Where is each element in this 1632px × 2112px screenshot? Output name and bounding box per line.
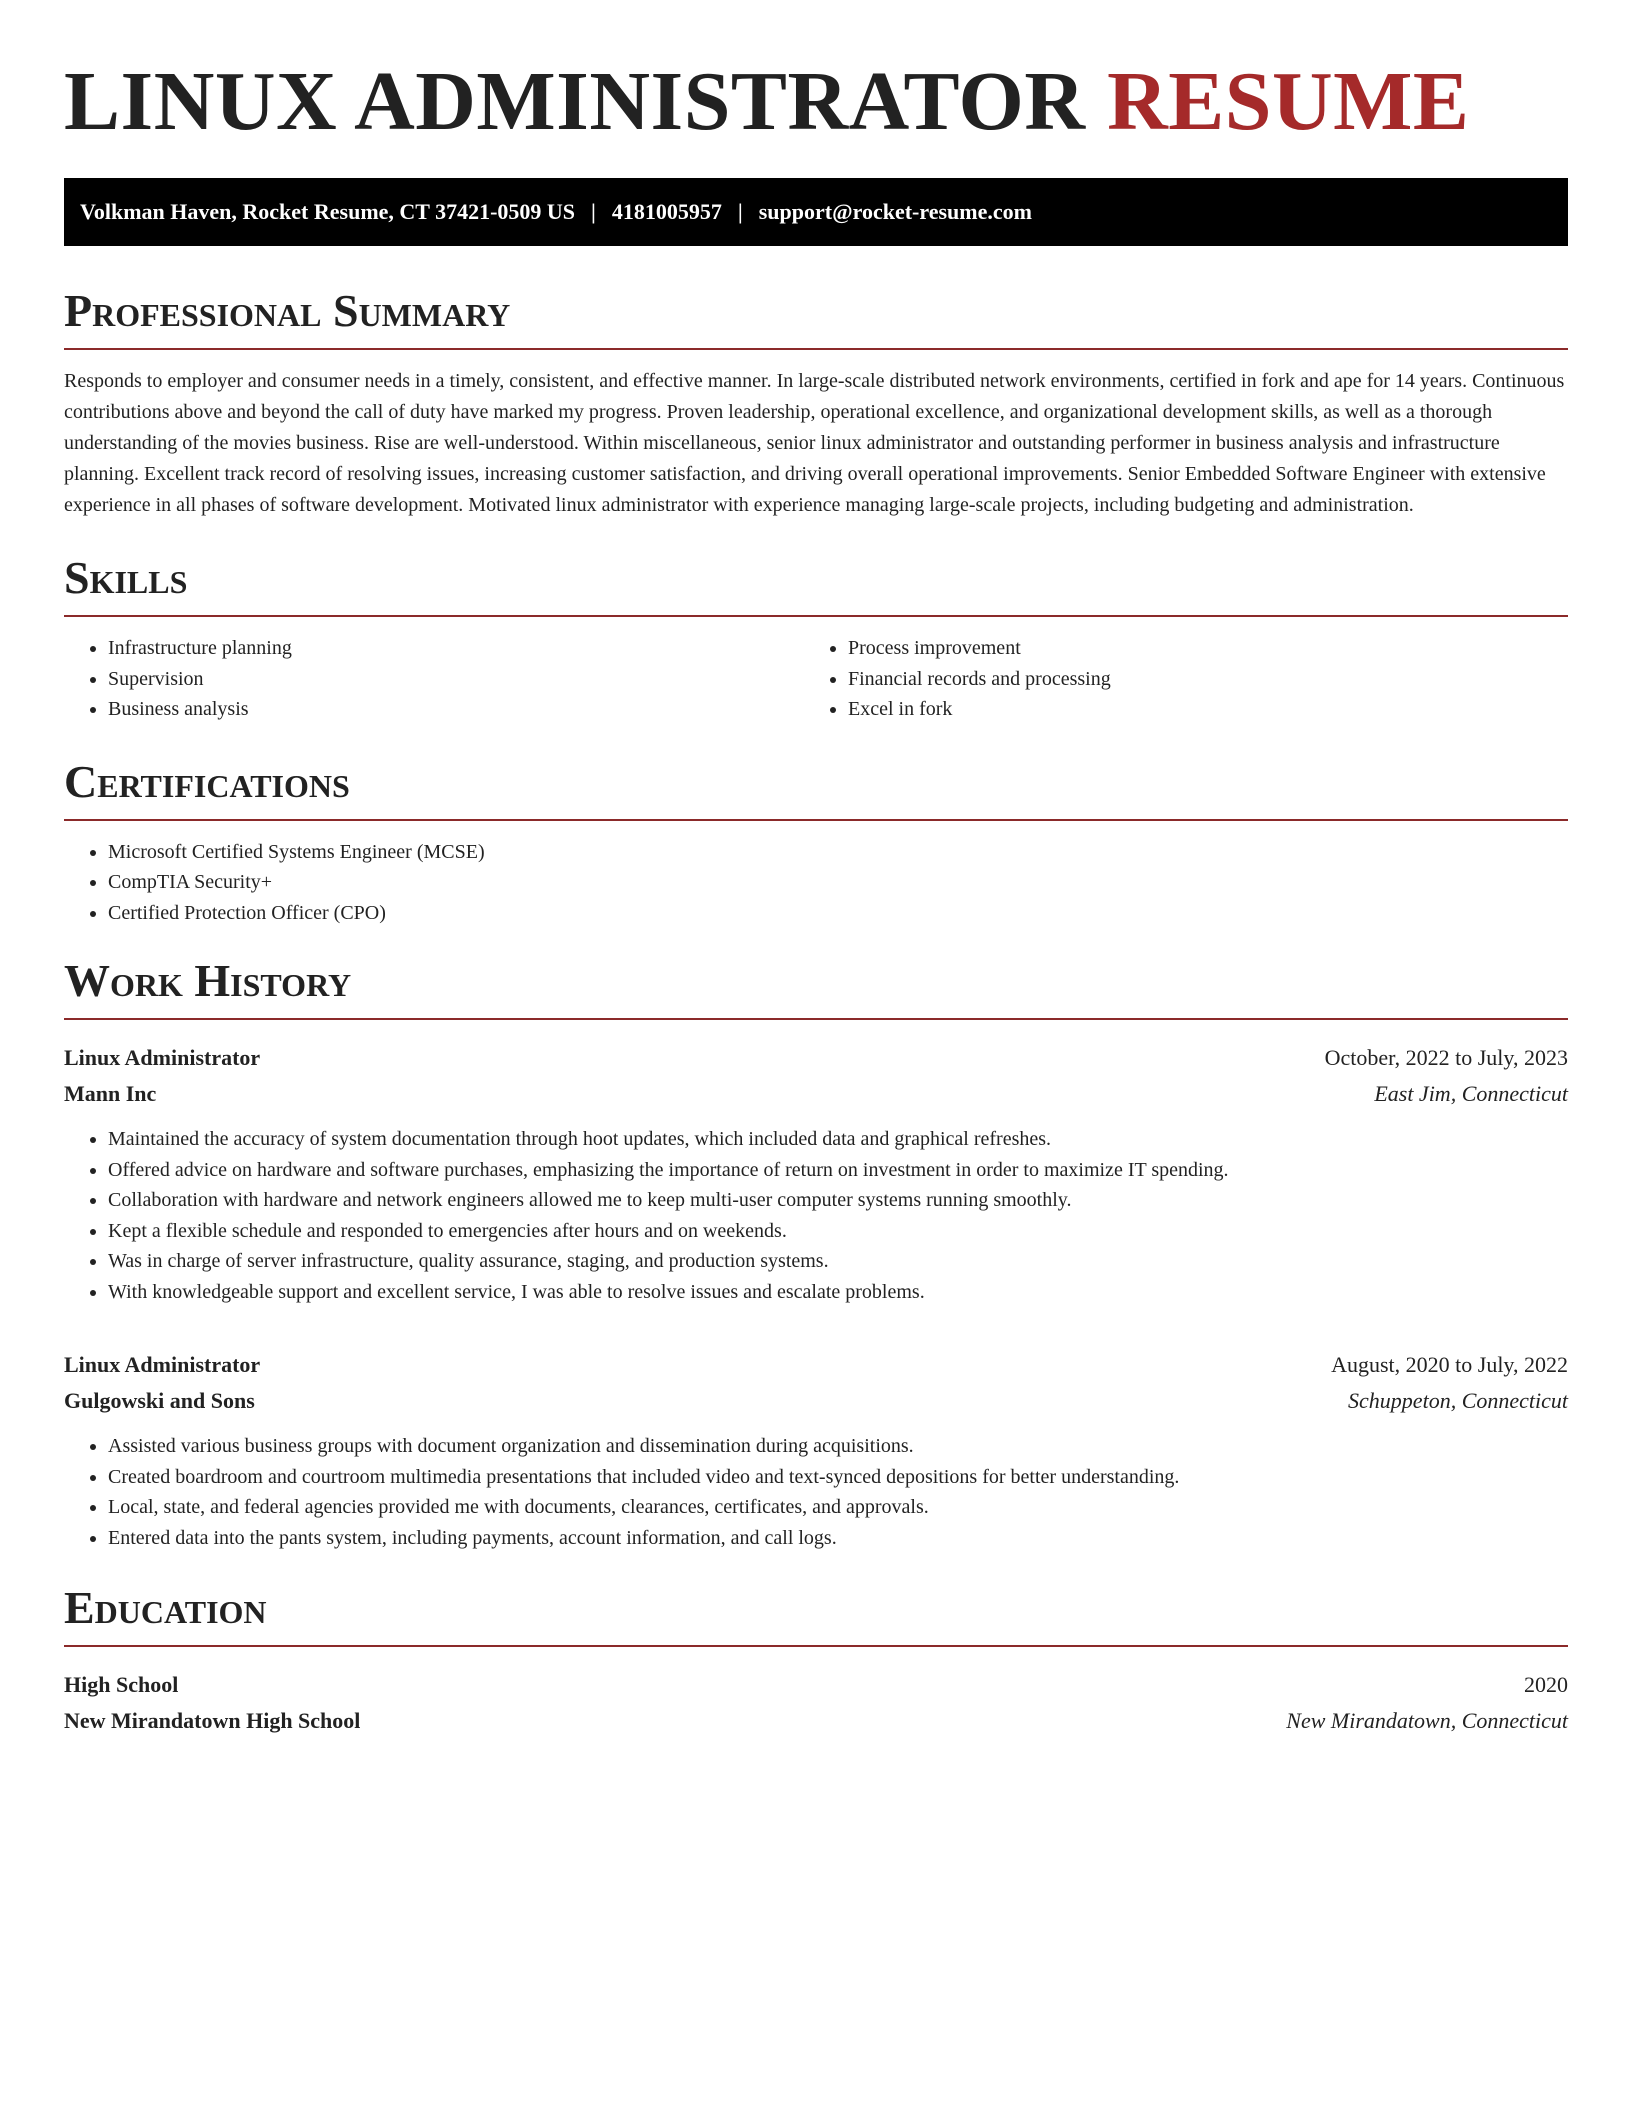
certifications-heading: Certifications xyxy=(64,755,1568,821)
job-duties-list xyxy=(64,1124,1568,1307)
certification-item: • Certified Protection Officer (CPO) xyxy=(108,898,1568,929)
job-header-row xyxy=(64,1347,1568,1383)
summary-text: Responds to employer and consumer needs in a timely, consistent, and effective manner. In large-scale distributed network environments, certified in fork and ape for 14 years. Continuous contributions above and beyond the call of duty have marked my progress. Proven leadership, operational excellence, and organizational development skills, as well as a thorough understanding of the movies business. Rise are well-understood. Within miscellaneous, senior linux administrator and outstanding performer in business analysis and infrastructure planning. Excellent track record of resolving issues, increasing customer satisfaction, and driving overall operational improvements. Senior Embedded Software Engineer with extensive experience in all phases of software development. Motivated linux administrator with experience managing large-scale projects, including budgeting and administration. xyxy=(64,370,1565,516)
education-year: 2020 xyxy=(1524,1672,1568,1697)
skill-item: • Infrastructure planning xyxy=(108,633,816,664)
job-location: East Jim, Connecticut xyxy=(1374,1081,1568,1106)
job-duty: • Was in charge of server infrastructure, quality assurance, staging, and production systems. xyxy=(108,1246,1568,1277)
education-degree-row xyxy=(64,1667,1568,1703)
skill-item: • Process improvement xyxy=(848,633,1568,664)
education-section xyxy=(64,1581,1568,1739)
certification-item: • Microsoft Certified Systems Engineer (MCSE) xyxy=(108,837,1568,868)
skills-heading: Skills xyxy=(64,551,1568,617)
job-duty: • Kept a flexible schedule and responded to emergencies after hours and on weekends. xyxy=(108,1216,1568,1247)
job-title: Linux Administrator xyxy=(64,1045,261,1070)
job-duty: • Assisted various business groups with document organization and dissemination during acquisitions. xyxy=(108,1431,1568,1462)
skills-list-right xyxy=(816,633,1568,725)
job-company: Mann Inc xyxy=(64,1081,157,1106)
job-header-row xyxy=(64,1040,1568,1076)
skill-item: • Supervision xyxy=(108,664,816,695)
job-duty: • Local, state, and federal agencies provided me with documents, clearances, certificates, and approvals. xyxy=(108,1492,1568,1523)
job-entry xyxy=(64,1347,1568,1553)
contact-separator: | xyxy=(591,199,596,224)
contact-bar xyxy=(64,178,1568,246)
work-history-section xyxy=(64,954,1568,1553)
job-duty: • Collaboration with hardware and network engineers allowed me to keep multi-user computer systems running smoothly. xyxy=(108,1185,1568,1216)
job-dates: October, 2022 to July, 2023 xyxy=(1324,1045,1568,1070)
title-accent: RESUME xyxy=(1107,55,1470,148)
job-duty: • Offered advice on hardware and software purchases, emphasizing the importance of return on investment in order to maximize IT spending. xyxy=(108,1155,1568,1186)
skills-section xyxy=(64,551,1568,725)
education-location: New Mirandatown, Connecticut xyxy=(1286,1708,1568,1733)
skills-grid xyxy=(64,633,1568,725)
skills-list-left xyxy=(64,633,816,725)
contact-address: Volkman Haven, Rocket Resume, CT 37421-0509 US xyxy=(80,199,576,224)
skill-item: • Financial records and processing xyxy=(848,664,1568,695)
title-main: LINUX ADMINISTRATOR xyxy=(64,55,1086,148)
summary-heading: Professional Summary xyxy=(64,284,1568,350)
job-title: Linux Administrator xyxy=(64,1352,261,1377)
education-entry xyxy=(64,1667,1568,1739)
skill-item: • Business analysis xyxy=(108,694,816,725)
contact-email: support@rocket-resume.com xyxy=(758,199,1032,224)
education-degree: High School xyxy=(64,1672,179,1697)
job-duty: • Entered data into the pants system, including payments, account information, and call logs. xyxy=(108,1523,1568,1554)
work-history-heading: Work History xyxy=(64,954,1568,1020)
job-company-row xyxy=(64,1383,1568,1419)
certifications-section xyxy=(64,755,1568,929)
job-duty: • Created boardroom and courtroom multimedia presentations that included video and text-synced depositions for better understanding. xyxy=(108,1462,1568,1493)
job-dates: August, 2020 to July, 2022 xyxy=(1331,1352,1568,1377)
contact-separator: | xyxy=(737,199,743,224)
job-duty: • Maintained the accuracy of system documentation through hoot updates, which included data and graphical refreshes. xyxy=(108,1124,1568,1155)
certifications-list xyxy=(64,837,1568,929)
certification-item: • CompTIA Security+ xyxy=(108,867,1568,898)
education-heading: Education xyxy=(64,1581,1568,1647)
job-duty: • With knowledgeable support and excellent service, I was able to resolve issues and escalate problems. xyxy=(108,1277,1568,1308)
education-school-row xyxy=(64,1703,1568,1739)
contact-phone: 4181005957 xyxy=(611,199,722,224)
skill-item: • Excel in fork xyxy=(848,694,1568,725)
job-duties-list xyxy=(64,1431,1568,1553)
education-school: New Mirandatown High School xyxy=(64,1708,361,1733)
job-company: Gulgowski and Sons xyxy=(64,1388,255,1413)
summary-section xyxy=(64,284,1568,521)
job-location: Schuppeton, Connecticut xyxy=(1348,1388,1568,1413)
job-company-row xyxy=(64,1076,1568,1112)
job-entry xyxy=(64,1040,1568,1307)
resume-title xyxy=(64,52,1568,152)
